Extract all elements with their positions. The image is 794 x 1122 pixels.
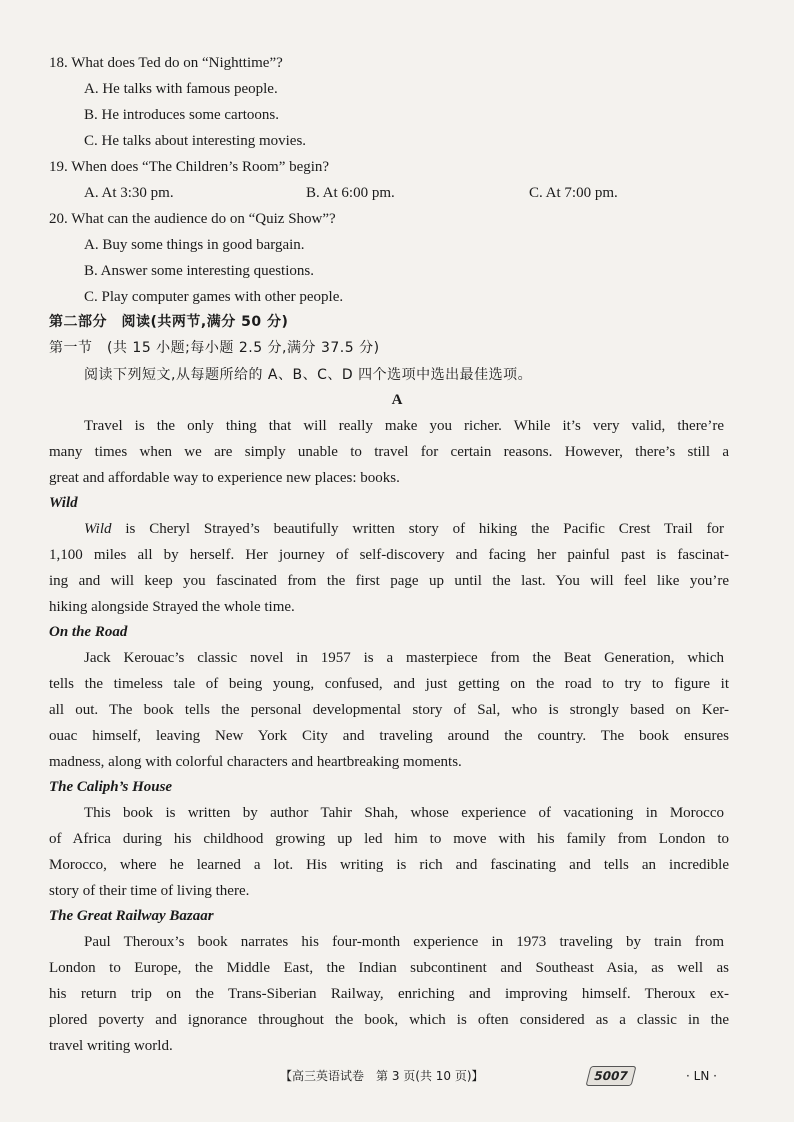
road-line-3: all out. The book tells the personal developmental story of Sal, who is strongly based on Ker- <box>49 702 729 718</box>
footer-mark: · LN · <box>686 1069 717 1083</box>
wild-line-2: 1,100 miles all by herself. Her journey of self-discovery and facing her painful past is fascinat- <box>49 547 729 563</box>
caliph-line-1: This book is written by author Tahir Shah, whose experience of vacationing in Morocco <box>84 805 724 821</box>
q20-option-b: B. Answer some interesting questions. <box>84 263 314 279</box>
q18-option-c: C. He talks about interesting movies. <box>84 133 307 149</box>
wild-line-3: ing and will keep you fascinated from the first page up until the last. You will feel like you’re <box>49 573 729 589</box>
q18-option-b: B. He introduces some cartoons. <box>84 107 279 123</box>
road-line-2: tells the timeless tale of being young, confused, and just getting on the road to try to figure it <box>49 676 729 692</box>
road-line-5: madness, along with colorful characters and heartbreaking moments. <box>49 754 462 770</box>
caliph-line-3: Morocco, where he learned a lot. His writing is rich and fascinating and tells an incredible <box>49 857 729 873</box>
intro-line-1: Travel is the only thing that will really make you richer. While it’s very valid, there’re <box>84 418 724 434</box>
q19-option-a: A. At 3:30 pm. <box>84 185 174 201</box>
exam-code-badge: 5007 <box>586 1066 637 1086</box>
wild-line-4: hiking alongside Strayed the whole time. <box>49 599 295 615</box>
question-20: 20. What can the audience do on “Quiz Show”? <box>49 211 336 227</box>
q19-option-b: B. At 6:00 pm. <box>306 185 395 201</box>
intro-line-3: great and affordable way to experience new places: books. <box>49 470 400 486</box>
q20-option-a: A. Buy some things in good bargain. <box>84 237 305 253</box>
road-line-1: Jack Kerouac’s classic novel in 1957 is a masterpiece from the Beat Generation, which <box>84 650 724 666</box>
question-18: 18. What does Ted do on “Nighttime”? <box>49 55 283 71</box>
q18-option-a: A. He talks with famous people. <box>84 81 278 97</box>
railway-line-1: Paul Theroux’s book narrates his four-month experience in 1973 traveling by train from <box>84 934 724 950</box>
railway-line-4: plored poverty and ignorance throughout the book, which is often considered as a classic in the <box>49 1012 729 1028</box>
road-line-4: ouac himself, leaving New York City and traveling around the country. The book ensures <box>49 728 729 744</box>
passage-label: A <box>391 392 403 408</box>
section2-heading: 第二部分 阅读(共两节,满分 50 分) <box>49 314 289 330</box>
intro-line-2: many times when we are simply unable to travel for certain reasons. However, there’s still a <box>49 444 729 460</box>
caliph-line-2: of Africa during his childhood growing up led him to move with his family from London to <box>49 831 729 847</box>
wild-inline-title: Wild <box>84 521 112 537</box>
railway-line-2: London to Europe, the Middle East, the Indian subcontinent and Southeast Asia, as well as <box>49 960 729 976</box>
footer-exam-info: 【高三英语试卷 第 3 页(共 10 页)】 <box>280 1069 484 1083</box>
section2-instruction: 阅读下列短文,从每题所给的 A、B、C、D 四个选项中选出最佳选项。 <box>84 367 533 383</box>
question-19: 19. When does “The Children’s Room” begin? <box>49 159 330 175</box>
q19-option-c: C. At 7:00 pm. <box>529 185 618 201</box>
wild-line-1-text: is Cheryl Strayed’s beautifully written story of hiking the Pacific Crest Trail for <box>111 521 724 537</box>
railway-line-3: his return trip on the Trans-Siberian Railway, enriching and improving himself. Theroux ex- <box>49 986 729 1002</box>
caliph-line-4: story of their time of living there. <box>49 883 250 899</box>
q20-option-c: C. Play computer games with other people. <box>84 289 344 305</box>
book-title-wild: Wild <box>49 495 78 511</box>
section2-part1-heading: 第一节 (共 15 小题;每小题 2.5 分,满分 37.5 分) <box>49 340 380 356</box>
book-title-caliphs-house: The Caliph’s House <box>49 779 173 795</box>
book-title-great-railway-bazaar: The Great Railway Bazaar <box>49 908 214 924</box>
railway-line-5: travel writing world. <box>49 1038 173 1054</box>
wild-line-1 <box>84 520 724 538</box>
book-title-on-the-road: On the Road <box>49 624 128 640</box>
